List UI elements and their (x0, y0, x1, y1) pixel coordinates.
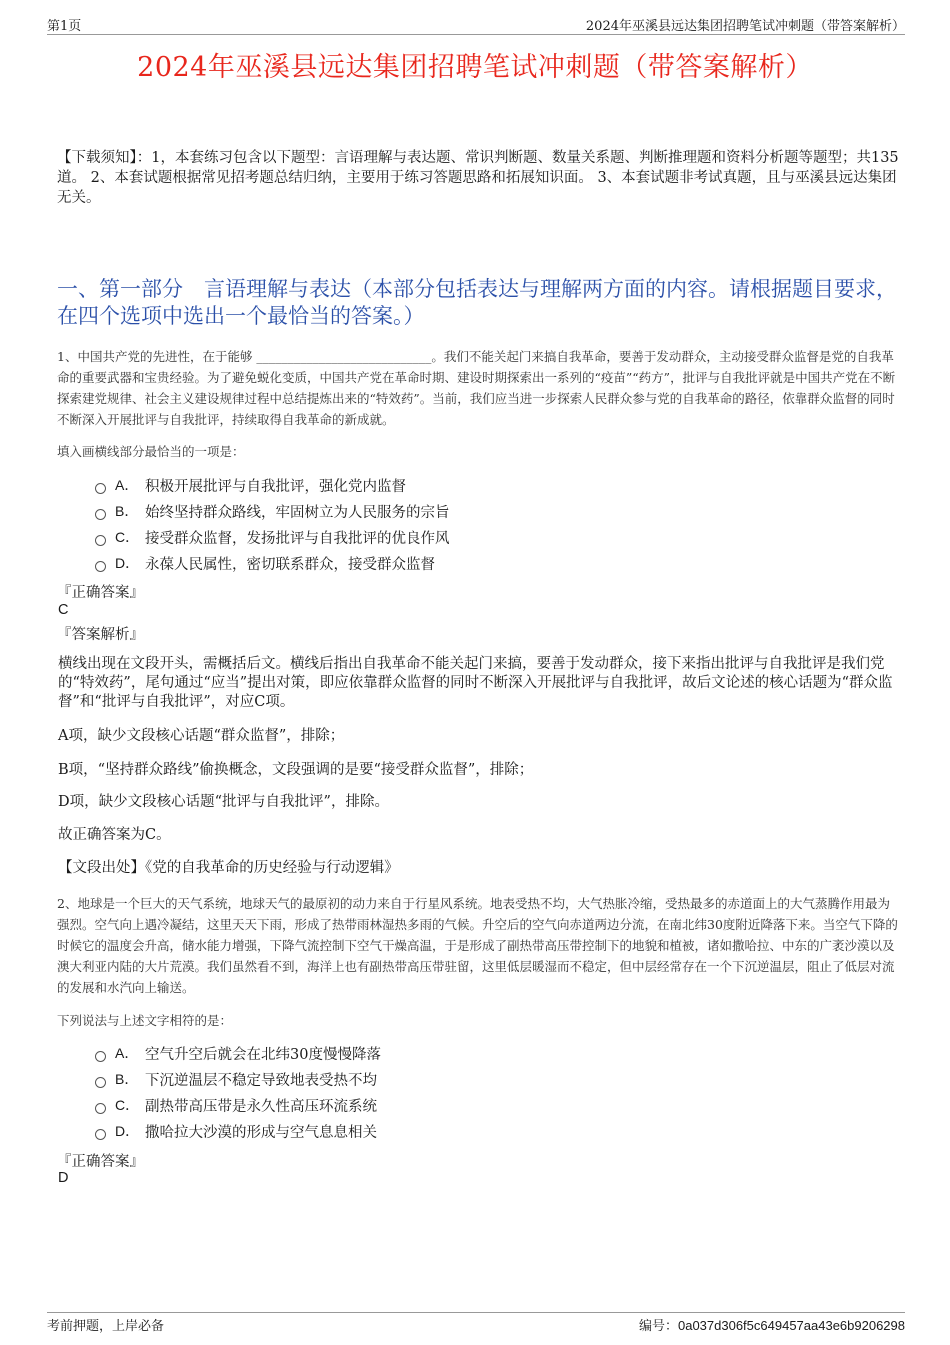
option-c[interactable]: C． 副热带高压带是永久性高压环流系统 (95, 1092, 381, 1118)
question-1-options (95, 472, 450, 576)
option-text: 副热带高压带是永久性高压环流系统 (145, 1098, 377, 1115)
analysis-label: 『答案解析』 (57, 627, 144, 643)
page-title: 2024年巫溪县远达集团招聘笔试冲刺题（带答案解析） (137, 52, 813, 83)
answer-value: D (58, 1170, 69, 1186)
radio-icon[interactable] (95, 483, 106, 494)
section-heading: 一、第一部分 言语理解与表达（本部分包括表达与理解两方面的内容。请根据题目要求，在四个选项中选出一个最恰当的答案。） (57, 277, 897, 328)
question-1-prompt: 填入画横线部分最恰当的一项是： (57, 444, 245, 459)
option-a[interactable]: A． 空气升空后就会在北纬30度慢慢降落 (95, 1040, 381, 1066)
header-doc-title: 2024年巫溪县远达集团招聘笔试冲刺题（带答案解析） (585, 19, 905, 34)
page-footer (47, 1312, 905, 1337)
option-text: 撒哈拉大沙漠的形成与空气息息相关 (145, 1124, 377, 1141)
page-number: 第1页 (47, 19, 82, 34)
analysis-paragraph: A项，缺少文段核心话题“群众监督”，排除； (58, 728, 345, 744)
answer-label: 『正确答案』 (57, 585, 144, 601)
question-2-options (95, 1040, 381, 1144)
option-a[interactable]: A． 积极开展批评与自我批评，强化党内监督 (95, 472, 450, 498)
option-b[interactable]: B． 始终坚持群众路线，牢固树立为人民服务的宗旨 (95, 498, 450, 524)
radio-icon[interactable] (95, 1103, 106, 1114)
option-c[interactable]: C． 接受群众监督，发扬批评与自我批评的优良作风 (95, 524, 450, 550)
radio-icon[interactable] (95, 561, 106, 572)
question-1-text: 1、中国共产党的先进性，在于能够 ____________________________。我们不能关起门来搞自我革命，要善于发动群众，主动接受群众监督是党的自我革命的重要武器和宝贵经验。为了避免蜕化变质，中国共产党在革命时期、建设时期探索出一系列的“疫苗”“药方”，批评与自我批评就是中国共产党在不断探索建党规律、社会主义建设规律过程中总结提炼出来的“特效药”。当前，我们应当进一步探索人民群众参与党的自我革命的路径，依靠群众监督的同时不断深入开展批评与自我批评，持续取得自我革命的新成就。 (57, 349, 896, 427)
answer-label: 『正确答案』 (57, 1154, 144, 1170)
option-text: 始终坚持群众路线，牢固树立为人民服务的宗旨 (145, 504, 450, 521)
question-2-text: 2、地球是一个巨大的天气系统，地球天气的最原初的动力来自于行星风系统。地表受热不均，大气热胀冷缩，受热最多的赤道面上的大气蒸腾作用最为强烈。空气向上遇冷凝结，这里天天下雨，形成了热带雨林湿热多雨的气候。升空后的空气向赤道两边分流，在南北纬30度附近降落下来。当空气下降的时候它的温度会升高，储水能力增强，下降气流控制下空气干燥高温，于是形成了副热带高压带控制下的地貌和植被，诸如撒哈拉、中东的广袤沙漠以及澳大利亚内陆的大片荒漠。我们虽然看不到，海洋上也有副热带高压带驻留，这里低层暖湿而不稳定，但中层经常存在一个下沉逆温层，阻止了低层对流的发展和水汽向上输送。 (57, 896, 898, 995)
radio-icon[interactable] (95, 1077, 106, 1088)
radio-icon[interactable] (95, 1129, 106, 1140)
option-text: 下沉逆温层不稳定导致地表受热不均 (145, 1072, 377, 1089)
option-d[interactable]: D． 撒哈拉大沙漠的形成与空气息息相关 (95, 1118, 381, 1144)
download-notice: 【下载须知】：1，本套练习包含以下题型：言语理解与表达题、常识判断题、数量关系题、判断推理题和资料分析题等题型；共135道。 2、本套试题根据常见招考题总结归纳，主要用于练习答题思路和拓展知识面。 3、本套试题非考试真题，且与巫溪县远达集团无关。 (57, 150, 899, 206)
source-reference: 【文段出处】《党的自我革命的历史经验与行动逻辑》 (58, 860, 399, 876)
question-2-prompt: 下列说法与上述文字相符的是： (57, 1013, 233, 1028)
radio-icon[interactable] (95, 1051, 106, 1062)
analysis-paragraph: B项，“坚持群众路线”偷换概念，文段强调的是要“接受群众监督”，排除； (58, 762, 534, 778)
analysis-paragraph: D项，缺少文段核心话题“批评与自我批评”，排除。 (58, 794, 389, 810)
analysis-paragraph: 横线出现在文段开头，需概括后文。横线后指出自我革命不能关起门来搞，要善于发动群众，接下来指出批评与自我批评是我们党的“特效药”，尾句通过“应当”提出对策，即应依靠群众监督的同时不断深入开展批评与自我批评，故后文论述的核心话题为“群众监督”和“批评与自我批评”，对应C项。 (58, 656, 893, 710)
radio-icon[interactable] (95, 509, 106, 520)
radio-icon[interactable] (95, 535, 106, 546)
footer-doc-id: 编号：0a037d306f5c649457aa43e6b9206298 (638, 1318, 905, 1333)
answer-value: C (58, 602, 69, 618)
footer-slogan: 考前押题，上岸必备 (47, 1319, 165, 1334)
option-d[interactable]: D． 永葆人民属性，密切联系群众，接受群众监督 (95, 550, 450, 576)
option-b[interactable]: B． 下沉逆温层不稳定导致地表受热不均 (95, 1066, 381, 1092)
option-text: 空气升空后就会在北纬30度慢慢降落 (145, 1046, 381, 1063)
option-text: 永葆人民属性，密切联系群众，接受群众监督 (145, 556, 435, 573)
option-text: 接受群众监督，发扬批评与自我批评的优良作风 (145, 530, 450, 547)
analysis-paragraph: 故正确答案为C。 (58, 827, 171, 843)
page-header (47, 14, 905, 35)
option-text: 积极开展批评与自我批评，强化党内监督 (145, 478, 406, 495)
